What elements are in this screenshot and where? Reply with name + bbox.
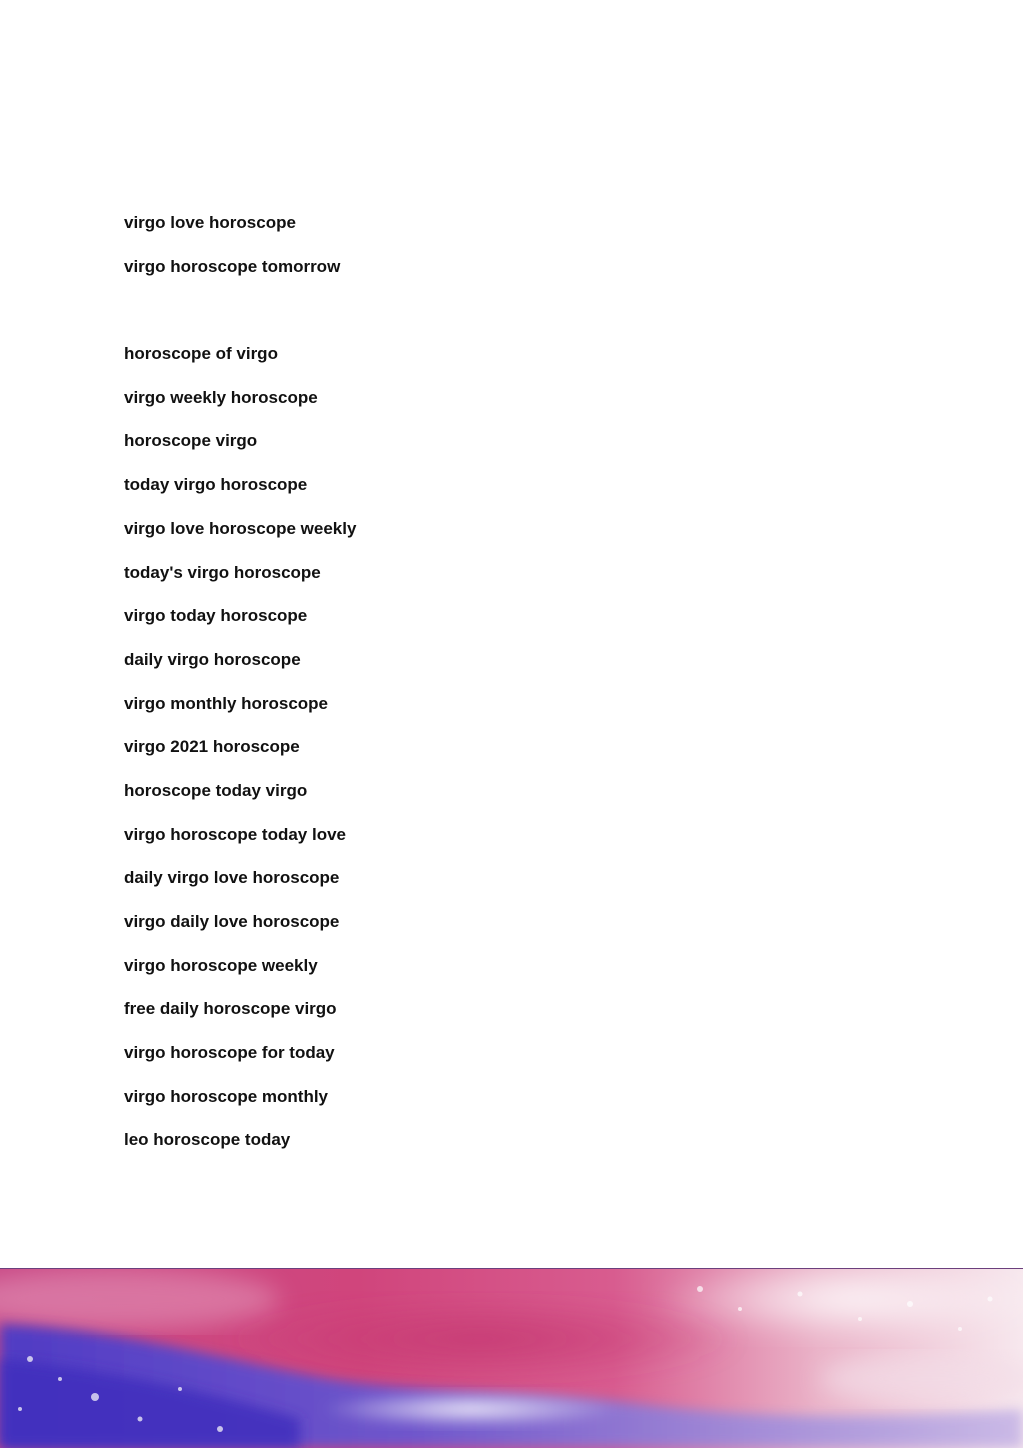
keyword-item: horoscope today virgo [124, 780, 308, 800]
keyword-item: leo horoscope today [124, 1130, 291, 1150]
keyword-item: today's virgo horoscope [124, 562, 321, 582]
keyword-item: today virgo horoscope [124, 475, 308, 495]
keyword-item: virgo 2021 horoscope [124, 737, 300, 757]
keyword-item: free daily horoscope virgo [124, 999, 337, 1019]
keyword-item: horoscope of virgo [124, 344, 278, 364]
keyword-item: virgo horoscope tomorrow [124, 256, 341, 276]
keyword-item: daily virgo love horoscope [124, 868, 340, 888]
keyword-item: horoscope virgo [124, 431, 258, 451]
keyword-item: virgo horoscope for today [124, 1043, 335, 1063]
keyword-list [124, 211, 356, 1172]
keyword-item: virgo love horoscope weekly [124, 518, 357, 538]
keyword-item: virgo love horoscope [124, 213, 296, 232]
keyword-item: daily virgo horoscope [124, 649, 301, 669]
keyword-item: virgo weekly horoscope [124, 387, 318, 407]
keyword-item: virgo horoscope weekly [124, 955, 318, 975]
keyword-item: virgo monthly horoscope [124, 693, 329, 713]
keyword-item: virgo today horoscope [124, 606, 308, 626]
keyword-item: virgo daily love horoscope [124, 912, 340, 931]
keyword-item: virgo horoscope today love [124, 824, 346, 844]
keyword-item: virgo horoscope monthly [124, 1086, 329, 1106]
watercolor-footer-banner [0, 1268, 1023, 1448]
watercolor-image [0, 1269, 1023, 1448]
